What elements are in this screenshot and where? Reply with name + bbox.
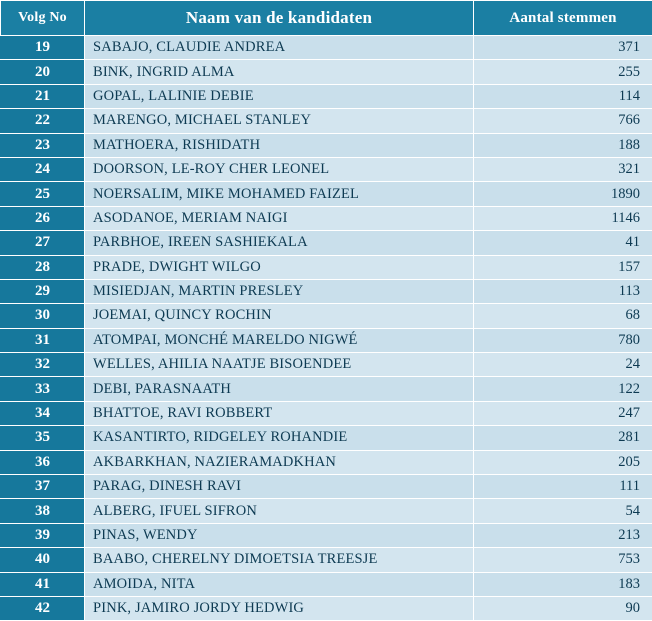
cell-volg-no: 31 xyxy=(1,328,85,352)
cell-volg-no: 21 xyxy=(1,84,85,108)
table-row xyxy=(1,206,652,230)
cell-vote-count: 1890 xyxy=(474,182,652,206)
cell-vote-count: 753 xyxy=(474,548,652,572)
cell-volg-no: 34 xyxy=(1,401,85,425)
cell-vote-count: 114 xyxy=(474,84,652,108)
cell-candidate-name: AMOIDA, NITA xyxy=(85,572,474,596)
table-row xyxy=(1,84,652,108)
cell-vote-count: 247 xyxy=(474,401,652,425)
table-row xyxy=(1,304,652,328)
cell-volg-no: 20 xyxy=(1,60,85,84)
cell-volg-no: 30 xyxy=(1,304,85,328)
cell-vote-count: 1146 xyxy=(474,206,652,230)
cell-candidate-name: DOORSON, LE-ROY CHER LEONEL xyxy=(85,157,474,181)
cell-vote-count: 24 xyxy=(474,353,652,377)
cell-volg-no: 25 xyxy=(1,182,85,206)
table-row xyxy=(1,255,652,279)
table-row xyxy=(1,596,652,620)
cell-candidate-name: SABAJO, CLAUDIE ANDREA xyxy=(85,36,474,60)
cell-volg-no: 26 xyxy=(1,206,85,230)
cell-volg-no: 42 xyxy=(1,596,85,620)
cell-vote-count: 41 xyxy=(474,231,652,255)
cell-volg-no: 33 xyxy=(1,377,85,401)
cell-volg-no: 27 xyxy=(1,231,85,255)
cell-candidate-name: MATHOERA, RISHIDATH xyxy=(85,133,474,157)
cell-candidate-name: BHATTOE, RAVI ROBBERT xyxy=(85,401,474,425)
cell-volg-no: 32 xyxy=(1,353,85,377)
cell-vote-count: 111 xyxy=(474,475,652,499)
cell-vote-count: 255 xyxy=(474,60,652,84)
cell-volg-no: 24 xyxy=(1,157,85,181)
cell-vote-count: 113 xyxy=(474,279,652,303)
cell-vote-count: 205 xyxy=(474,450,652,474)
cell-volg-no: 23 xyxy=(1,133,85,157)
cell-volg-no: 37 xyxy=(1,475,85,499)
cell-vote-count: 188 xyxy=(474,133,652,157)
table-header-row xyxy=(1,1,652,36)
table-row xyxy=(1,572,652,596)
cell-volg-no: 19 xyxy=(1,36,85,60)
cell-candidate-name: PARAG, DINESH RAVI xyxy=(85,475,474,499)
cell-candidate-name: PARBHOE, IREEN SASHIEKALA xyxy=(85,231,474,255)
column-header-naam: Naam van de kandidaten xyxy=(85,1,474,36)
cell-volg-no: 22 xyxy=(1,109,85,133)
cell-candidate-name: ASODANOE, MERIAM NAIGI xyxy=(85,206,474,230)
table-row xyxy=(1,475,652,499)
table-row xyxy=(1,377,652,401)
cell-candidate-name: AKBARKHAN, NAZIERAMADKHAN xyxy=(85,450,474,474)
cell-vote-count: 122 xyxy=(474,377,652,401)
column-header-volg-no: Volg No xyxy=(1,1,85,36)
cell-candidate-name: ALBERG, IFUEL SIFRON xyxy=(85,499,474,523)
table-row xyxy=(1,231,652,255)
table-row xyxy=(1,36,652,60)
cell-vote-count: 766 xyxy=(474,109,652,133)
table-row xyxy=(1,426,652,450)
table-row xyxy=(1,109,652,133)
cell-candidate-name: PRADE, DWIGHT WILGO xyxy=(85,255,474,279)
cell-volg-no: 41 xyxy=(1,572,85,596)
table-row xyxy=(1,450,652,474)
cell-vote-count: 68 xyxy=(474,304,652,328)
table-row xyxy=(1,157,652,181)
cell-vote-count: 157 xyxy=(474,255,652,279)
cell-candidate-name: DEBI, PARASNAATH xyxy=(85,377,474,401)
table-row xyxy=(1,548,652,572)
table-row xyxy=(1,133,652,157)
cell-volg-no: 38 xyxy=(1,499,85,523)
table-header xyxy=(1,1,652,36)
column-header-aantal-stemmen: Aantal stemmen xyxy=(474,1,652,36)
cell-candidate-name: KASANTIRTO, RIDGELEY ROHANDIE xyxy=(85,426,474,450)
cell-vote-count: 213 xyxy=(474,523,652,547)
table-row xyxy=(1,401,652,425)
cell-candidate-name: BAABO, CHERELNY DIMOETSIA TREESJE xyxy=(85,548,474,572)
cell-vote-count: 54 xyxy=(474,499,652,523)
table-row xyxy=(1,353,652,377)
cell-vote-count: 281 xyxy=(474,426,652,450)
table-row xyxy=(1,182,652,206)
cell-candidate-name: BINK, INGRID ALMA xyxy=(85,60,474,84)
cell-volg-no: 36 xyxy=(1,450,85,474)
cell-vote-count: 780 xyxy=(474,328,652,352)
cell-candidate-name: PINK, JAMIRO JORDY HEDWIG xyxy=(85,596,474,620)
cell-volg-no: 35 xyxy=(1,426,85,450)
cell-candidate-name: MISIEDJAN, MARTIN PRESLEY xyxy=(85,279,474,303)
table-row xyxy=(1,60,652,84)
cell-volg-no: 40 xyxy=(1,548,85,572)
cell-volg-no: 39 xyxy=(1,523,85,547)
table-row xyxy=(1,523,652,547)
cell-candidate-name: MARENGO, MICHAEL STANLEY xyxy=(85,109,474,133)
cell-vote-count: 321 xyxy=(474,157,652,181)
cell-candidate-name: GOPAL, LALINIE DEBIE xyxy=(85,84,474,108)
cell-candidate-name: JOEMAI, QUINCY ROCHIN xyxy=(85,304,474,328)
cell-candidate-name: WELLES, AHILIA NAATJE BISOENDEE xyxy=(85,353,474,377)
cell-volg-no: 28 xyxy=(1,255,85,279)
table-row xyxy=(1,328,652,352)
cell-candidate-name: PINAS, WENDY xyxy=(85,523,474,547)
table-row xyxy=(1,499,652,523)
cell-candidate-name: NOERSALIM, MIKE MOHAMED FAIZEL xyxy=(85,182,474,206)
table-body xyxy=(1,36,652,621)
cell-candidate-name: ATOMPAI, MONCHÉ MARELDO NIGWÉ xyxy=(85,328,474,352)
table-row xyxy=(1,279,652,303)
cell-volg-no: 29 xyxy=(1,279,85,303)
cell-vote-count: 90 xyxy=(474,596,652,620)
cell-vote-count: 371 xyxy=(474,36,652,60)
cell-vote-count: 183 xyxy=(474,572,652,596)
